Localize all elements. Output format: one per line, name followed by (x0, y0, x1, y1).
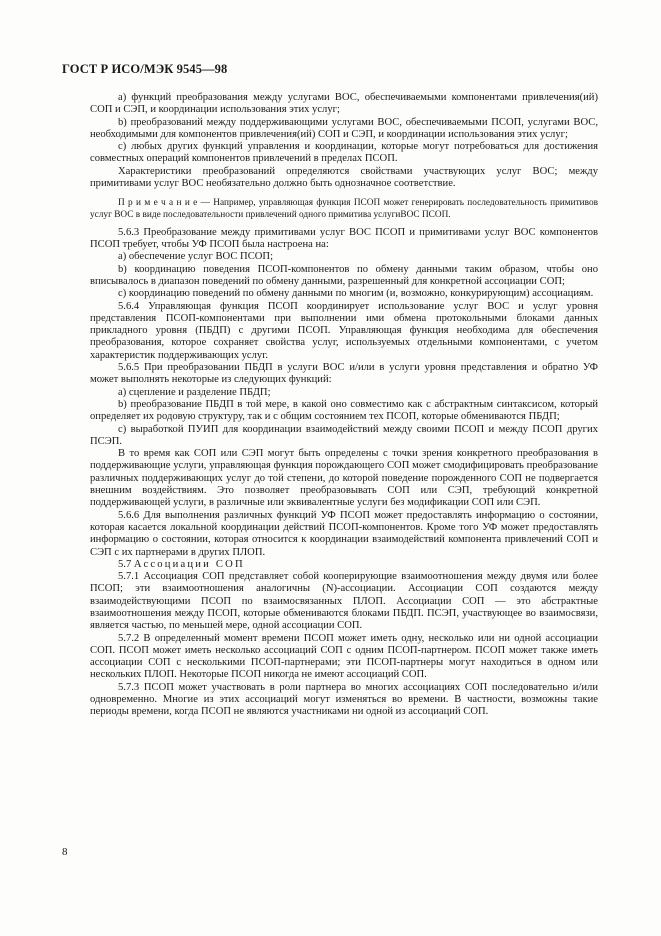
paragraph: 5.7.2 В определенный момент времени ПСОП может иметь одну, несколько или ни одной ассоциации СОП. ПСОП может иметь несколько ассоциаций СОП с одним ПСОП-партнером. ПСОП может также иметь ассоциации СОП с несколькими ПСОП-партнерами; эти ПСОП-партнеры могут находиться в одном или нескольких ПЛОП. Некоторые ПСОП никогда не имеют ассоциаций СОП. (90, 632, 598, 681)
paragraph: а) функций преобразования между услугами ВОС, обеспечиваемыми компонентами привлечения(ий) СОП и СЭП, и координации использования этих услуг; (90, 92, 598, 116)
paragraph: 5.6.4 Управляющая функция ПСОП координирует использование услуг ВОС и услуг уровня представления ПСОП-компонентами при выполнении ими обмена протокольными блоками данных прикладного уровня (ПБДП) с другими ПСОП. Управляющая функция необходима для обеспечения преобразования, которое сохраняет свойства услуг, используемых отдельными компонентами, с учетом характеристик поддерживающих услуг. (90, 300, 598, 361)
section-title: Ассоциации СОП (133, 558, 245, 570)
section-number: 5.7 (118, 558, 134, 570)
paragraph: b) преобразование ПБДП в той мере, в какой оно совместимо как с абстрактным синтаксисом, который определяет их родовую структуру, так и с общим состоянием тех ПСОП, которые обмениваются ПБДП; (90, 398, 598, 423)
paragraph: а) сцепление и разделение ПБДП; (118, 386, 271, 398)
page-number: 8 (62, 846, 68, 858)
note-paragraph (90, 198, 598, 220)
paragraph: 5.6.3 Преобразование между примитивами услуг ВОС ПСОП и примитивами услуг ВОС компонентов ПСОП требует, чтобы УФ ПСОП была настроена на: (90, 226, 598, 251)
paragraph: а) обеспечение услуг ВОС ПСОП; (118, 251, 274, 263)
paragraph: с) выработкой ПУИП для координации взаимодействий между своими ПСОП и между ПСОП других ПСЭП. (90, 423, 598, 447)
paragraph: с) координацию поведений по обмену данными по многим (и, возможно, конкурирующим) ассоциациям. (118, 288, 594, 300)
paragraph: b) преобразований между поддерживающими услугами ВОС, обеспечиваемыми ПСОП, услугами ВОС, необходимыми для компонентов привлечения(ий) СОП и СЭП, и координации использования этих услуг; (90, 116, 598, 140)
note-label: П р и м е ч а н и е (118, 198, 198, 209)
note-text: — Например, управляющая функция ПСОП может генерировать последовательность примитивов услуг ВОС в виде последовательности привлечений одного примитива услугиВОС ПСОП. (90, 198, 598, 220)
paragraph: 5.7.3 ПСОП может участвовать в роли партнера во многих ассоциациях СОП последовательно и/или одновременно. Многие из этих ассоциаций могут изменяться во времени. В частности, возможны такие периоды времени, когда ПСОП не являются участниками ни одной из ассоциаций СОП. (90, 681, 598, 718)
paragraph: с) любых других функций управления и координации, которые могут потребоваться для достижения совместных операций компонентов привлечений в пределах ПСОП. (90, 141, 598, 165)
page-header: ГОСТ Р ИСО/МЭК 9545—98 (62, 62, 228, 76)
paragraph: b) координацию поведения ПСОП-компонентов по обмену данными таким образом, чтобы оно вписывалось в диапазон поведений по обмену данными, разрешенный для конкретной ассоциации СОП; (90, 263, 598, 287)
document-body (90, 92, 598, 719)
paragraph: 5.6.5 При преобразовании ПБДП в услуги ВОС и/или в услуги уровня представления и обратно УФ может выполнять некоторые из следующих функций: (90, 362, 598, 386)
paragraph: В то время как СОП или СЭП могут быть определены с точки зрения конкретного преобразования в поддерживающие услуги, управляющая функция порождающего СОП может смодифицировать преобразование различных поддерживающих услуг до той степени, до которой поведение порожденного СОП не подвергается внешним воздействиям. Это позволяет преобразовывать СОП или СЭП, требующий конкретной поддерживающей услуги, в различные или эквивалентные услуги без модификации СОП или СЭП. (90, 448, 598, 509)
paragraph: 5.7.1 Ассоциация СОП представляет собой кооперирующие взаимоотношения между двумя или более ПСОП; эти взаимоотношения аналогичны (N)-ассоциации. Ассоциации СОП создаются между взаимодействующими ПСОП по взаимосвязанных ПЛОП. Ассоциации СОП — это абстрактные взаимоотношения между ПСОП, которые обмениваются блоками ПБДП. ПСЭП, участвующее во взаимосвязи, является частью, по меньшей мере, одной ассоциации СОП. (90, 571, 598, 632)
paragraph: Характеристики преобразований определяются свойствами участвующих услуг ВОС; между примитивами услуг ВОС необязательно должно быть однозначное соответствие. (90, 165, 598, 190)
paragraph: 5.6.6 Для выполнения различных функций УФ ПСОП может предоставлять информацию о состоянии, которая касается локальной координации действий ПСОП-компонентов. Кроме того УФ может предоставлять информацию о состоянии, которая относится к координации взаимодействий компонента привлечений СОП и СЭП с их партнерами в других ПЛОП. (90, 509, 598, 558)
section-heading (90, 559, 598, 571)
